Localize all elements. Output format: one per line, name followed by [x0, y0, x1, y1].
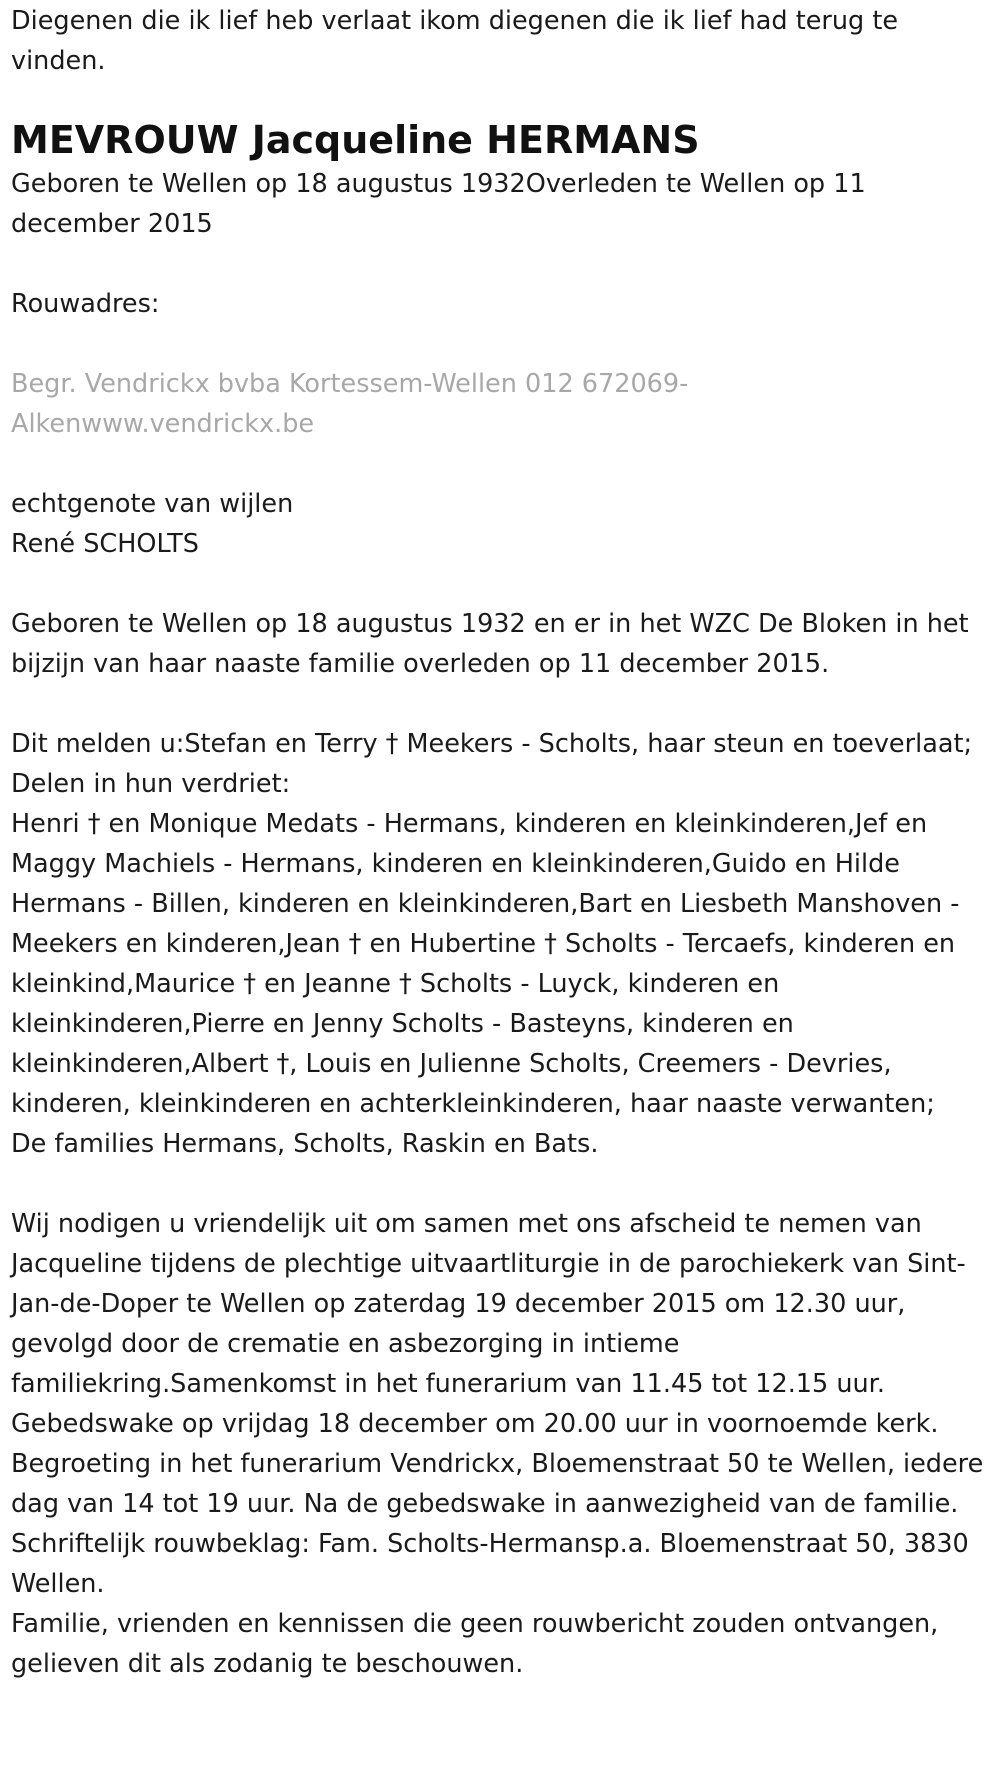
family-list: Henri † en Monique Medats - Hermans, kinderen en kleinkinderen,Jef en Maggy Machiels - Hermans, kinderen en kleinkinderen,Guido en Hilde Hermans - Billen, kinderen en kleinkinderen,Bart en Liesbeth Manshoven - Meekers en kinderen,Jean † en Hubertine † Scholts - Tercaefs, kinderen en kleinkind,Maurice † en Jeanne † Scholts - Luyck, kinderen en kleinkinderen,Pierre en Jenny Scholts - Basteyns, kinderen en kleinkinderen,Albert †, Louis en Julienne Scholts, Creemers - Devries, kinderen, kleinkinderen en achterkleinkinderen, haar naaste verwanten; [11, 809, 960, 1119]
deceased-name: MEVROUW Jacqueline HERMANS [11, 118, 700, 162]
invitation-paragraph: Wij nodigen u vriendelijk uit om samen met ons afscheid te nemen van Jacqueline tijdens de plechtige uitvaartliturgie in de parochiekerk van Sint-Jan-de-Doper te Wellen op zaterdag 19 december 2015 om 12.30 uur, gevolgd door de crematie en asbezorging in intieme familiekring.Samenkomst in het funerarium van 11.45 tot 12.15 uur. [11, 1209, 966, 1399]
birth-death-dates: Geboren te Wellen op 18 augustus 1932Overleden te Wellen op 11 december 2015 [11, 169, 866, 239]
spacer [11, 244, 989, 284]
share-grief-label: Delen in hun verdriet: [11, 769, 291, 799]
address-label: Rouwadres: [11, 289, 160, 319]
spacer [11, 444, 989, 484]
families-line: De families Hermans, Scholts, Raskin en Bats. [11, 1129, 599, 1159]
spouse-line-1: echtgenote van wijlen [11, 489, 294, 519]
announce-line: Dit melden u:Stefan en Terry † Meekers - Scholts, haar steun en toeverlaat; [11, 729, 973, 759]
greeting-paragraph: Begroeting in het funerarium Vendrickx, Bloemenstraat 50 te Wellen, iedere dag van 14 tot 19 uur. Na de gebedswake in aanwezigheid van de familie. [11, 1449, 984, 1519]
spouse-line-2: René SCHOLTS [11, 529, 199, 559]
spacer [11, 1164, 989, 1204]
intro-quote: Diegenen die ik lief heb verlaat ikom diegenen die ik lief had terug te vinden. [11, 6, 899, 76]
spacer [11, 324, 989, 364]
spacer [11, 684, 989, 724]
funeral-home-line-1: Begr. Vendrickx bvba Kortessem-Wellen 012 672069- [11, 369, 689, 399]
closing-paragraph: Familie, vrienden en kennissen die geen rouwbericht zouden ontvangen, gelieven dit als zodanig te beschouwen. [11, 1609, 939, 1679]
birth-paragraph: Geboren te Wellen op 18 augustus 1932 en er in het WZC De Bloken in het bijzijn van haar naaste familie overleden op 11 december 2015. [11, 609, 969, 679]
spacer [11, 564, 989, 604]
condolence-address: Schriftelijk rouwbeklag: Fam. Scholts-Hermansp.a. Bloemenstraat 50, 3830 Wellen. [11, 1529, 969, 1599]
funeral-home-line-2: Alkenwww.vendrickx.be [11, 409, 315, 439]
vigil-line: Gebedswake op vrijdag 18 december om 20.00 uur in voornoemde kerk. [11, 1409, 939, 1439]
